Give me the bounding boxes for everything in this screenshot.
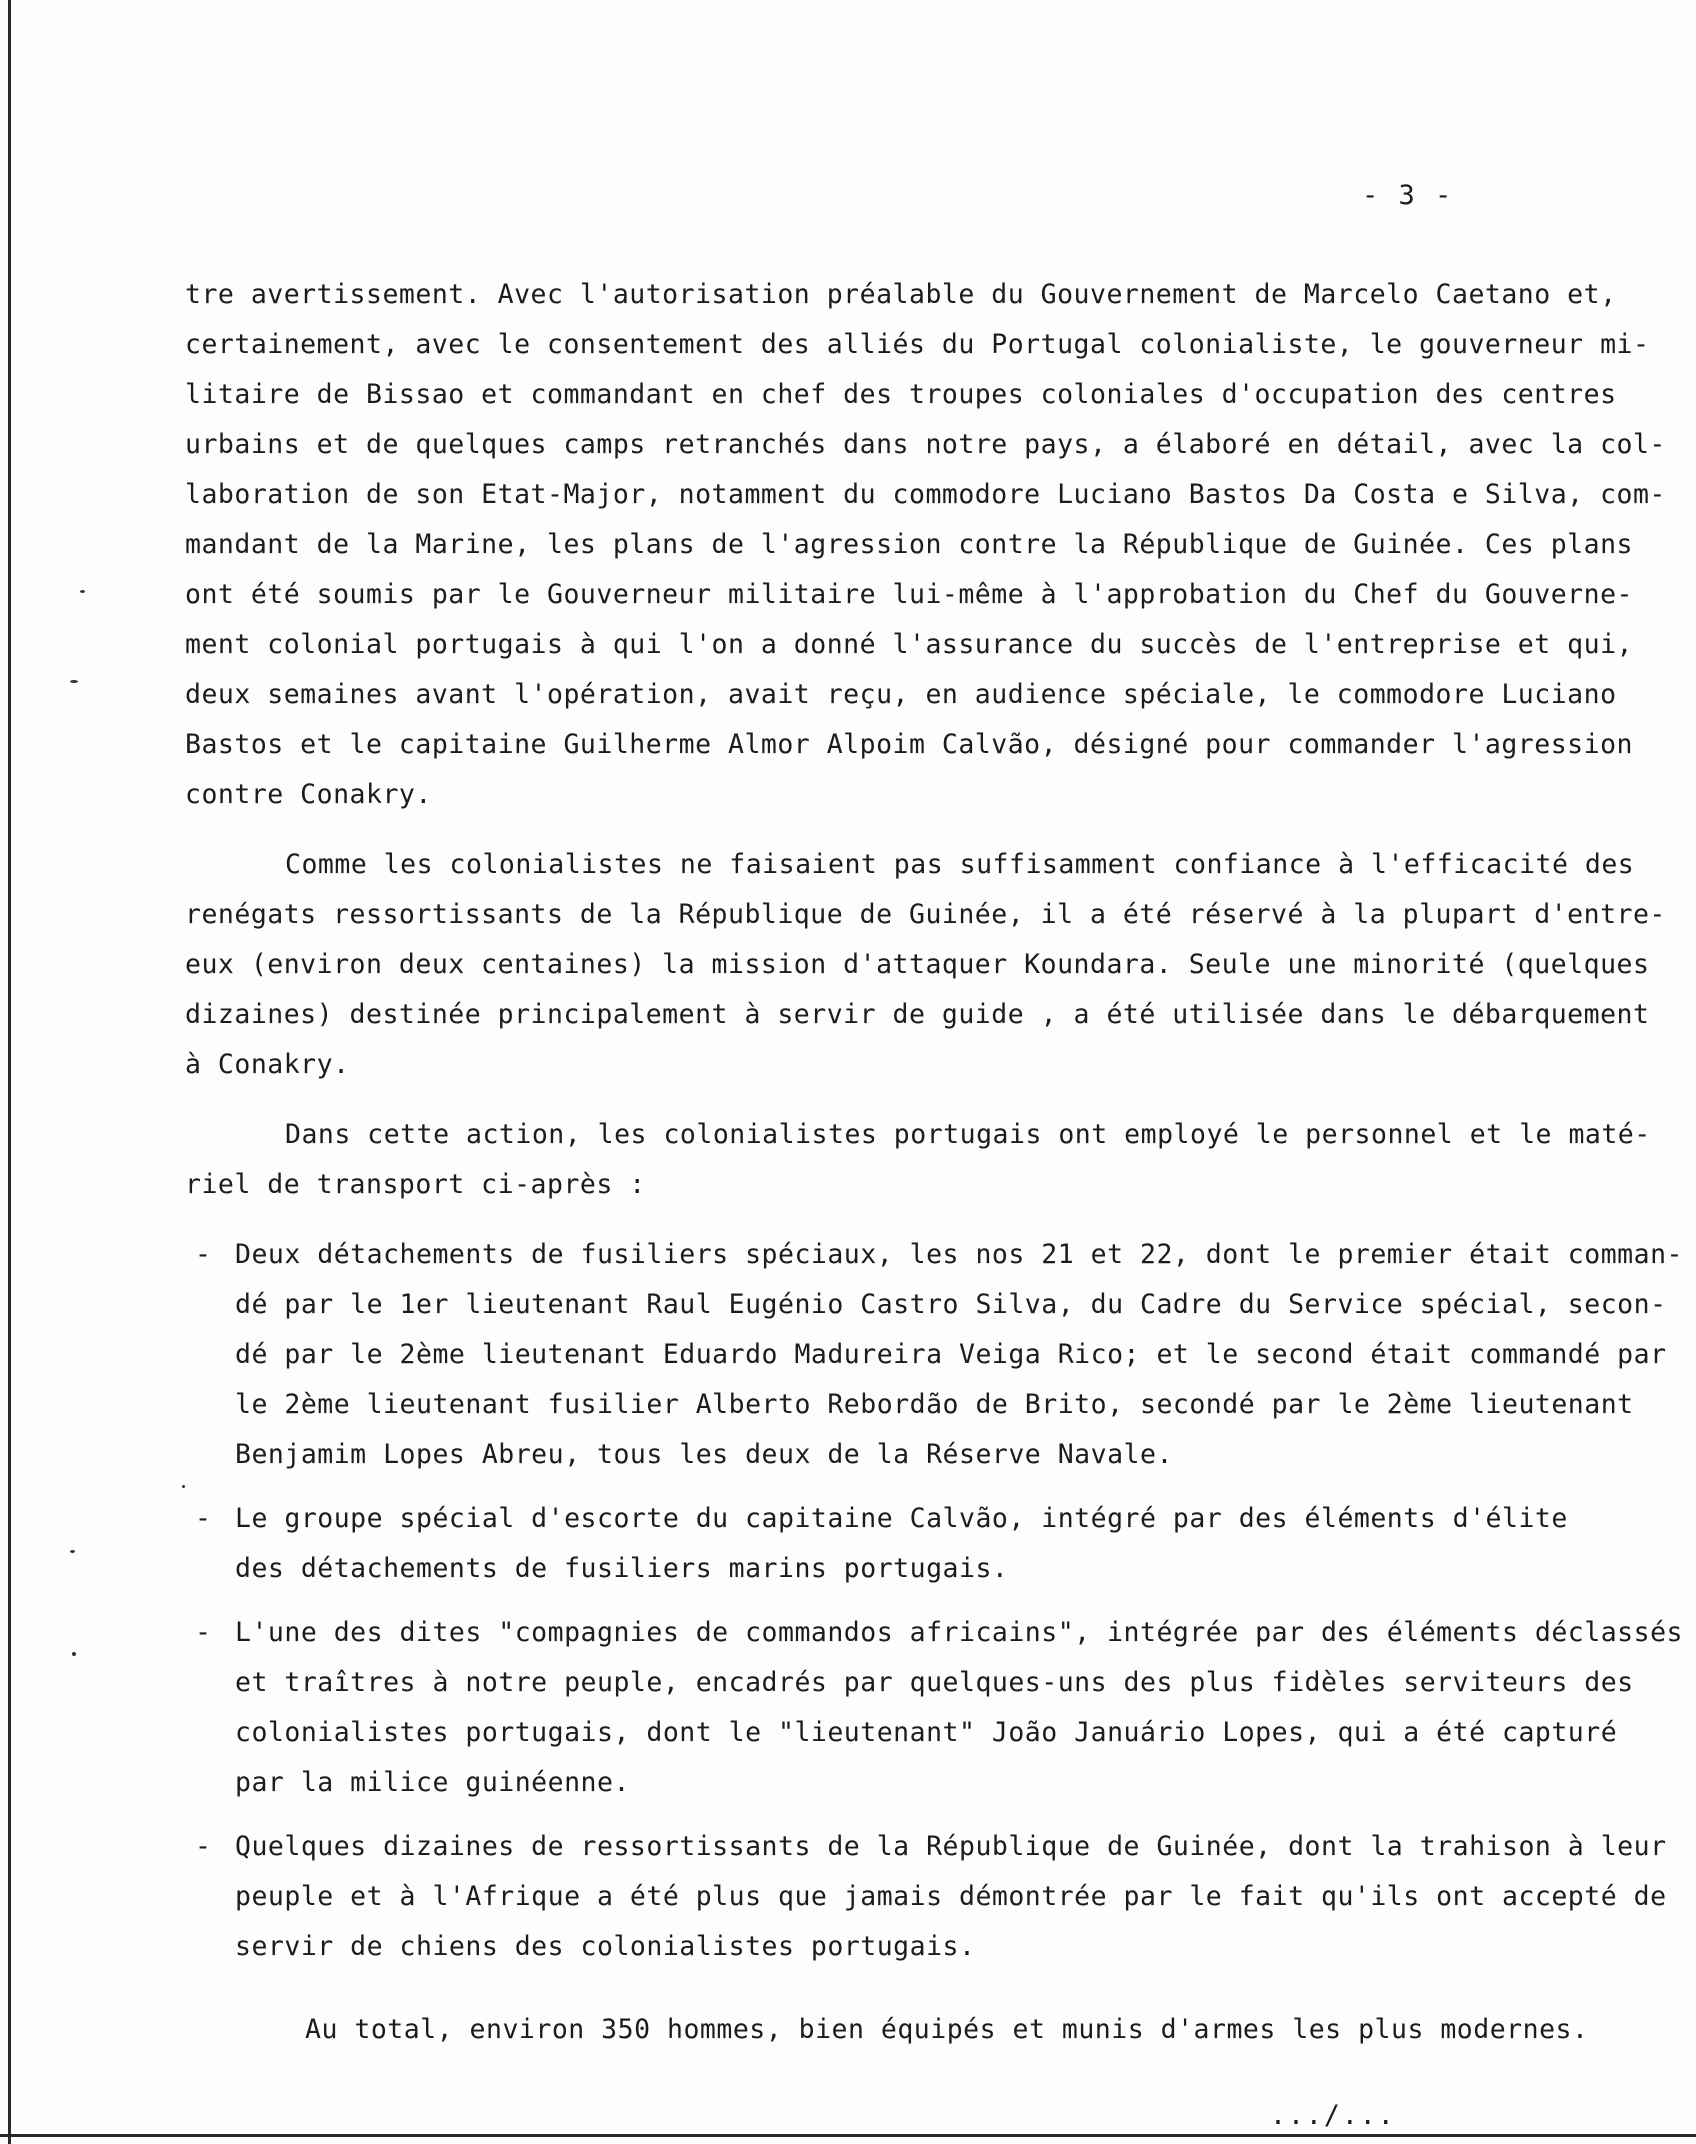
text-line: mandant de la Marine, les plans de l'agression contre la République de Guinée. Ces plans <box>185 529 1633 560</box>
paragraph-3 <box>185 1110 1651 1210</box>
text-line: eux (environ deux centaines) la mission d'attaquer Koundara. Seule une minorité (quelques <box>185 949 1650 980</box>
scan-speck <box>70 1550 75 1553</box>
text-line: des détachements de fusiliers marins portugais. <box>235 1553 1009 1584</box>
text-line: L'une des dites "compagnies de commandos africains", intégrée par des éléments déclassés <box>235 1617 1683 1648</box>
text-line: laboration de son Etat-Major, notamment du commodore Luciano Bastos Da Costa e Silva, com- <box>185 479 1666 510</box>
text-line: renégats ressortissants de la République de Guinée, il a été réservé à la plupart d'entre- <box>185 899 1666 930</box>
text-line: Dans cette action, les colonialistes portugais ont employé le personnel et le maté- <box>285 1119 1651 1150</box>
text-line: Deux détachements de fusiliers spéciaux, les nos 21 et 22, dont le premier était comman- <box>235 1239 1683 1270</box>
text-line: colonialistes portugais, dont le "lieutenant" João Januário Lopes, qui a été capturé <box>235 1717 1618 1748</box>
bullet-dash: - <box>195 1239 212 1270</box>
closing-text: Au total, environ 350 hommes, bien équipés et munis d'armes les plus modernes. <box>305 2014 1589 2045</box>
text-line: urbains et de quelques camps retranchés dans notre pays, a élaboré en détail, avec la col- <box>185 429 1666 460</box>
page-number: - 3 - <box>1362 180 1454 211</box>
text-line: Bastos et le capitaine Guilherme Almor Alpoim Calvão, désigné pour commander l'agression <box>185 729 1633 760</box>
text-line: riel de transport ci-après : <box>185 1169 646 1200</box>
text-line: contre Conakry. <box>185 779 432 810</box>
text-line: Le groupe spécial d'escorte du capitaine Calvão, intégré par des éléments d'élite <box>235 1503 1568 1534</box>
paragraph-1 <box>185 270 1666 820</box>
list-item <box>195 1608 1683 1808</box>
text-line: dé par le 1er lieutenant Raul Eugénio Castro Silva, du Cadre du Service spécial, secon- <box>235 1289 1667 1320</box>
text-line: à Conakry. <box>185 1049 350 1080</box>
text-line: litaire de Bissao et commandant en chef des troupes coloniales d'occupation des centres <box>185 379 1617 410</box>
text-line: peuple et à l'Afrique a été plus que jamais démontrée par le fait qu'ils ont accepté de <box>235 1881 1667 1912</box>
text-line: Comme les colonialistes ne faisaient pas suffisamment confiance à l'efficacité des <box>285 849 1635 880</box>
page-left-edge <box>8 0 11 2144</box>
scan-speck <box>70 680 78 683</box>
text-line: Quelques dizaines de ressortissants de la République de Guinée, dont la trahison à leur <box>235 1831 1667 1862</box>
text-line: dé par le 2ème lieutenant Eduardo Madureira Veiga Rico; et le second était commandé par <box>235 1339 1667 1370</box>
list-item <box>195 1230 1683 1480</box>
text-line: ont été soumis par le Gouverneur militaire lui-même à l'approbation du Chef du Gouverne- <box>185 579 1633 610</box>
bullet-dash: - <box>195 1617 212 1648</box>
page-bottom-edge <box>0 2134 1696 2137</box>
text-line: servir de chiens des colonialistes portugais. <box>235 1931 976 1962</box>
scan-speck <box>72 1652 76 1656</box>
bullet-list <box>195 1230 1683 1986</box>
closing-line <box>305 2005 1696 2055</box>
continuation-mark: .../... <box>1270 2100 1396 2131</box>
text-line: par la milice guinéenne. <box>235 1767 630 1798</box>
scan-speck <box>182 1485 185 1488</box>
text-line: tre avertissement. Avec l'autorisation préalable du Gouvernement de Marcelo Caetano et, <box>185 279 1617 310</box>
text-line: dizaines) destinée principalement à servir de guide , a été utilisée dans le débarquement <box>185 999 1650 1030</box>
text-line: ment colonial portugais à qui l'on a donné l'assurance du succès de l'entreprise et qui, <box>185 629 1633 660</box>
text-line: le 2ème lieutenant fusilier Alberto Rebordão de Brito, secondé par le 2ème lieutenant <box>235 1389 1634 1420</box>
scan-speck <box>80 590 85 593</box>
bullet-dash: - <box>195 1831 212 1862</box>
text-line: et traîtres à notre peuple, encadrés par quelques-uns des plus fidèles serviteurs des <box>235 1667 1634 1698</box>
bullet-dash: - <box>195 1503 212 1534</box>
text-line: Benjamim Lopes Abreu, tous les deux de la Réserve Navale. <box>235 1439 1173 1470</box>
text-line: certainement, avec le consentement des alliés du Portugal colonialiste, le gouverneur mi- <box>185 329 1650 360</box>
list-item <box>195 1494 1635 1594</box>
paragraph-2 <box>185 840 1666 1090</box>
text-line: deux semaines avant l'opération, avait reçu, en audience spéciale, le commodore Luciano <box>185 679 1617 710</box>
list-item <box>195 1822 1667 1972</box>
